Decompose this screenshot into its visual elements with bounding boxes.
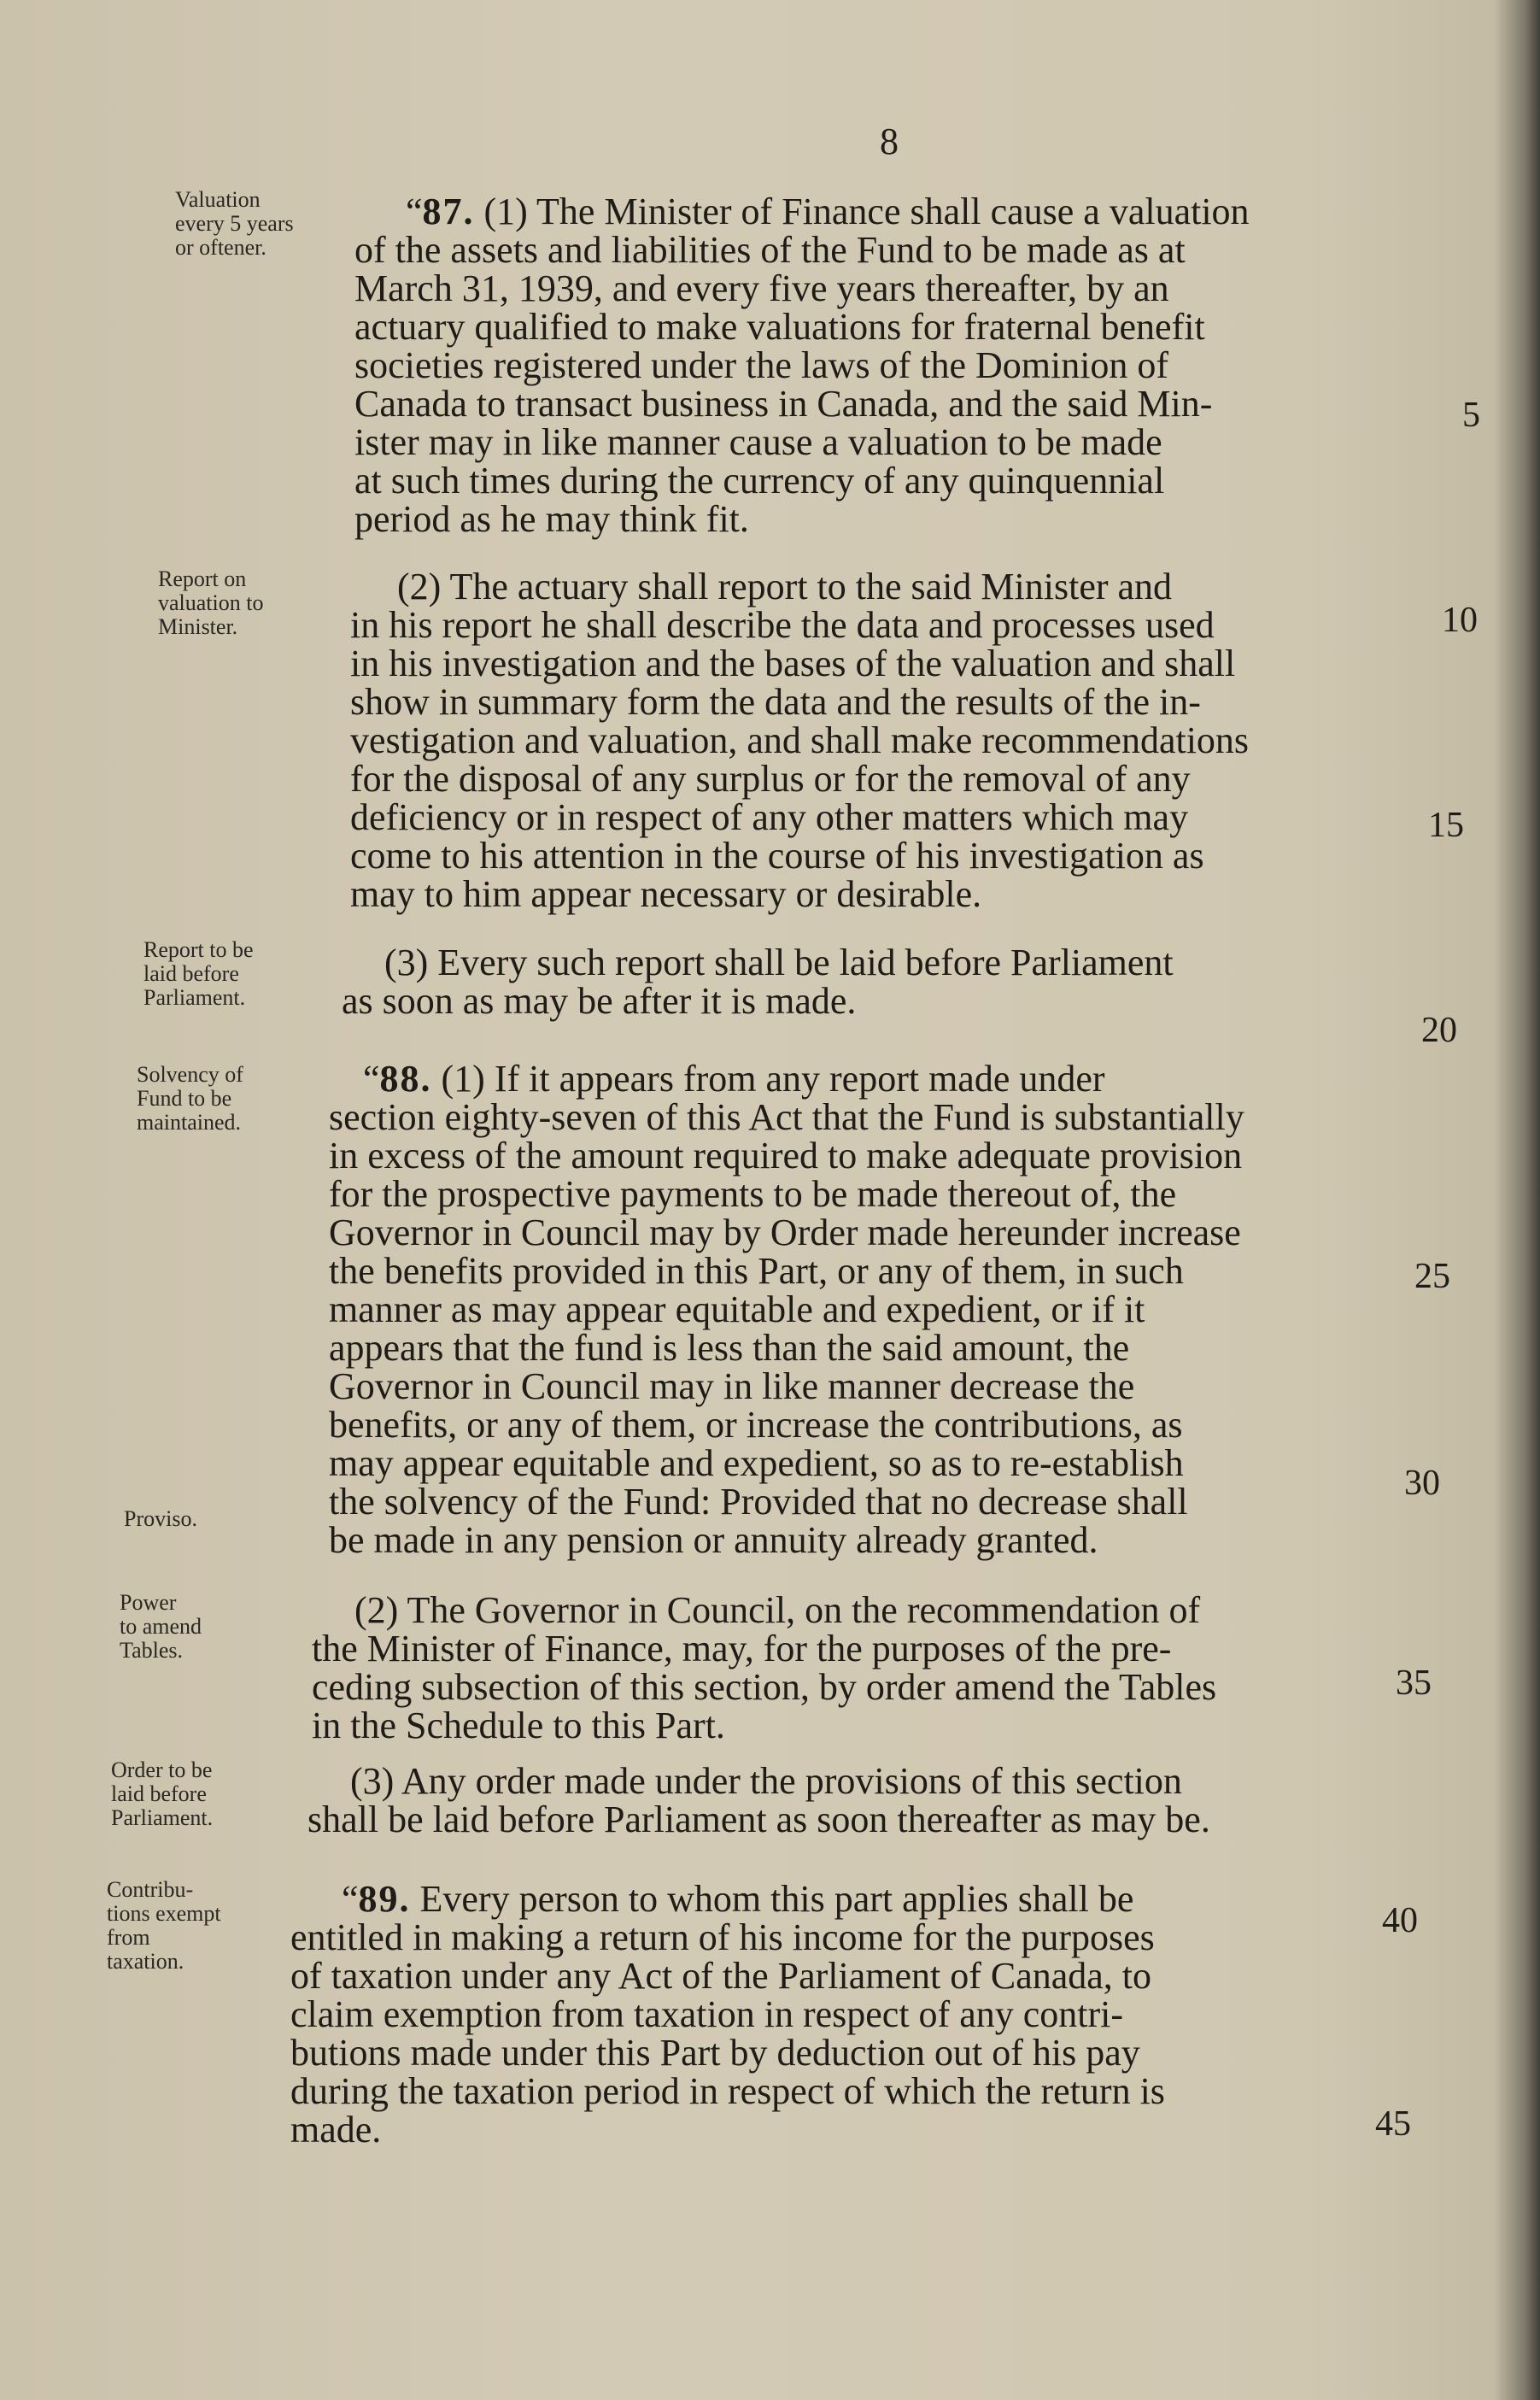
text-line: the benefits provided in this Part, or any of them, in such [329,1250,1184,1292]
section-number: 87. [422,191,475,232]
text-line: Governor in Council may in like manner decrease the [329,1365,1135,1407]
text-line: appears that the fund is less than the said amount, the [329,1327,1130,1369]
text-line: may appear equitable and expedient, so as to re-establish [329,1442,1184,1484]
text-line: made. [290,2109,382,2151]
section-87-subsection-1 [354,192,1439,538]
text-line: deficiency or in respect of any other matters which may [350,796,1189,838]
text-line: entitled in making a return of his income for the purposes [290,1916,1155,1958]
text-line: be made in any pension or annuity already granted. [329,1519,1098,1561]
section-number: 89. [358,1878,411,1920]
text-line: March 31, 1939, and every five years thereafter, by an [354,267,1169,309]
line-number: 35 [1396,1664,1432,1703]
text-line: shall be laid before Parliament as soon thereafter as may be. [307,1799,1210,1840]
section-88-subsection-2 [312,1591,1409,1745]
text-line: may to him appear necessary or desirable. [350,873,982,915]
text-line: butions made under this Part by deduction out of his pay [290,2032,1140,2074]
text-line: in his investigation and the bases of the valuation and shall [350,643,1236,684]
text-line: vestigation and valuation, and shall make recommendations [350,719,1250,761]
margin-note-report-laid: Report to be laid before Parliament. [143,937,254,1010]
text-line: benefits, or any of them, or increase the contributions, as [329,1404,1183,1446]
text-line: during the taxation period in respect of which the return is [290,2070,1165,2112]
line-number: 15 [1428,806,1464,845]
text-line: of the assets and liabilities of the Fund to be made as at [354,229,1186,271]
text-line: Canada to transact business in Canada, and the said Min- [354,383,1213,425]
text-line: “89. Every person to whom this part applies shall be [342,1878,1134,1920]
text-line: come to his attention in the course of his investigation as [350,835,1204,877]
text-line: actuary qualified to make valuations for fraternal benefit [354,306,1205,348]
text-line: at such times during the currency of any quinquennial [354,460,1165,502]
text-line: in his report he shall describe the data and processes used [350,604,1215,646]
text-line: for the prospective payments to be made thereout of, the [329,1173,1177,1215]
margin-note-report-on-valuation: Report on valuation to Minister. [158,566,264,639]
text-line: in excess of the amount required to make adequate provision [329,1135,1243,1177]
margin-note-power-to-amend: Power to amend Tables. [120,1590,202,1663]
line-number: 25 [1414,1257,1450,1296]
line-number: 5 [1462,396,1480,435]
text-line: the Minister of Finance, may, for the purposes of the pre- [312,1628,1172,1669]
line-number: 45 [1375,2104,1411,2144]
line-number: 30 [1404,1464,1440,1503]
text-line: show in summary form the data and the results of the in- [350,681,1201,723]
text-line: Governor in Council may by Order made hereunder increase [329,1212,1241,1253]
text-line: section eighty-seven of this Act that the Fund is substantially [329,1096,1244,1138]
section-87-subsection-2 [350,567,1435,913]
text-line: (3) Every such report shall be laid before Parliament [384,942,1174,983]
section-number: 88. [379,1058,432,1100]
text-line: “87. (1) The Minister of Finance shall cause a valuation [406,191,1250,232]
text-line: (2) The actuary shall report to the said Minister and [397,566,1173,607]
text-line: societies registered under the laws of the Dominion of [354,344,1169,386]
line-number: 20 [1421,1011,1457,1050]
text-line: “88. (1) If it appears from any report made under [363,1058,1105,1100]
text-line: period as he may think fit. [354,498,749,540]
text-line: of taxation under any Act of the Parliament of Canada, to [290,1955,1152,1997]
margin-note-contributions-exempt: Contribu- tions exempt from taxation. [107,1877,221,1974]
margin-note-order-laid: Order to be laid before Parliament. [111,1757,214,1830]
margin-note-valuation: Valuation every 5 years or oftener. [175,187,294,260]
text-line: as soon as may be after it is made. [342,980,857,1022]
text-line: in the Schedule to this Part. [312,1705,725,1746]
margin-note-proviso: Proviso. [124,1506,197,1531]
text-line: manner as may appear equitable and expedient, or if it [329,1288,1145,1330]
section-88-subsection-1 [329,1059,1426,1559]
text-line: (2) The Governor in Council, on the recommendation of [354,1589,1201,1631]
text-line: for the disposal of any surplus or for the removal of any [350,758,1191,800]
line-number: 10 [1442,601,1478,640]
text-line: claim exemption from taxation in respect of any contri- [290,1993,1124,2035]
section-87-subsection-3 [342,943,1426,1020]
line-number: 40 [1382,1901,1418,1940]
section-88-subsection-3 [307,1762,1418,1839]
text-line: ceding subsection of this section, by order amend the Tables [312,1666,1217,1708]
text-line: (3) Any order made under the provisions of this section [350,1760,1182,1802]
page-number: 8 [880,120,899,162]
text-line: the solvency of the Fund: Provided that no decrease shall [329,1481,1188,1523]
margin-note-solvency: Solvency of Fund to be maintained. [137,1062,243,1135]
section-89 [290,1880,1401,2149]
text-line: ister may in like manner cause a valuation to be made [354,421,1162,463]
